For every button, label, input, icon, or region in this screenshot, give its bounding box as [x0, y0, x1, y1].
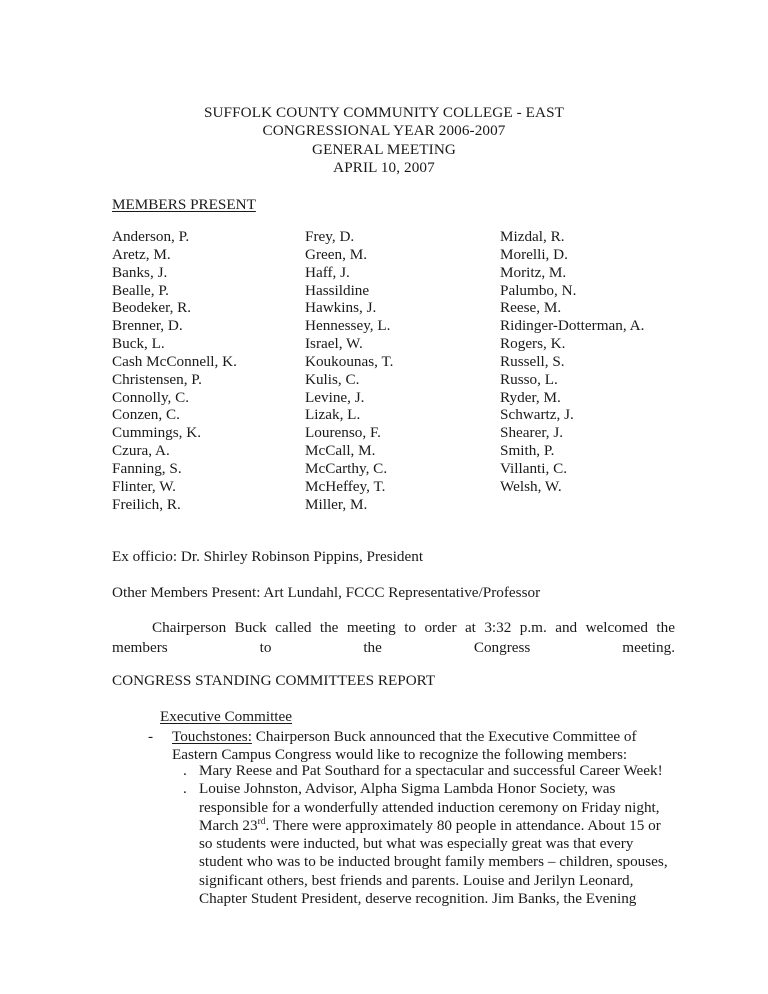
member-name: Schwartz, J.	[500, 406, 574, 424]
member-name: Morelli, D.	[500, 245, 568, 263]
member-name: Israel, W.	[305, 335, 363, 353]
title-line-2: CONGRESSIONAL YEAR 2006-2007	[262, 122, 506, 140]
member-name: Conzen, C.	[112, 406, 180, 424]
ex-officio-line: Ex officio: Dr. Shirley Robinson Pippins, President	[112, 548, 424, 565]
member-name: Villanti, C.	[500, 459, 568, 477]
member-name: Connolly, C.	[112, 388, 190, 406]
member-name: Banks, J.	[112, 263, 168, 281]
document-title-block	[0, 104, 768, 178]
member-name: Shearer, J.	[500, 424, 564, 442]
opening-paragraph: Chairperson Buck called the meeting to order at 3:32 p.m. and welcomed the members to the Congress meeting.	[112, 619, 675, 656]
member-name: Smith, P.	[500, 442, 555, 460]
members-column-1	[112, 228, 302, 514]
touchstones-sub-bullet-list	[183, 762, 678, 908]
member-name: McHeffey, T.	[305, 477, 386, 495]
member-name: Flinter, W.	[112, 477, 176, 495]
member-name: Russo, L.	[500, 370, 558, 388]
other-members-present-line: Other Members Present: Art Lundahl, FCCC Representative/Professor	[112, 584, 541, 601]
member-name: McCarthy, C.	[305, 459, 388, 477]
member-name: Palumbo, N.	[500, 281, 577, 299]
title-line-3: GENERAL MEETING	[312, 140, 456, 158]
member-name: Hawkins, J.	[305, 299, 377, 317]
touchstones-label: Touchstones:	[172, 728, 252, 745]
member-name: Beodeker, R.	[112, 299, 192, 317]
touchstones-bullet	[148, 728, 678, 765]
dot-bullet-marker: .	[183, 780, 187, 798]
sub-bullet-text-part1: Louise Johnston, Advisor, Alpha Sigma Lambda Honor Society, was responsible for a wonderfully attended induction ceremony on Friday night, March 23	[199, 780, 660, 834]
member-name: Hassildine	[305, 281, 370, 299]
touchstones-text	[172, 728, 678, 765]
member-name: Ryder, M.	[500, 388, 561, 406]
sub-bullet-text-part2: . There were approximately 80 people in attendance. About 15 or so students were inducted, but what was especially great was that every student who was to be inducted brought family members – children, spouses, significant others, best friends and parents. Louise and Jerilyn Leonard, Chapter Student President, deserve recognition. Jim Banks, the Evening	[199, 816, 668, 908]
member-name: Lizak, L.	[305, 406, 361, 424]
member-name: Freilich, R.	[112, 495, 181, 513]
member-name: Welsh, W.	[500, 477, 562, 495]
member-name: Buck, L.	[112, 335, 165, 353]
title-line-1: SUFFOLK COUNTY COMMUNITY COLLEGE - EAST	[203, 104, 565, 121]
member-name: Aretz, M.	[112, 245, 171, 263]
member-name: Rogers, K.	[500, 335, 566, 353]
member-name: Levine, J.	[305, 388, 365, 406]
member-name: Hennessey, L.	[305, 317, 391, 335]
congress-standing-committees-heading: CONGRESS STANDING COMMITTEES REPORT	[112, 672, 436, 689]
member-name: Czura, A.	[112, 442, 170, 460]
member-name: Cash McConnell, K.	[112, 352, 237, 370]
members-column-2	[305, 228, 495, 514]
member-name: Miller, M.	[305, 495, 368, 513]
member-name: Mizdal, R.	[500, 228, 565, 245]
sub-bullet-text: Mary Reese and Pat Southard for a spectacular and successful Career Week!	[199, 762, 663, 779]
member-name: Kulis, C.	[305, 370, 360, 388]
member-name: Reese, M.	[500, 299, 562, 317]
dot-bullet-marker: .	[183, 762, 187, 779]
member-name: Koukounas, T.	[305, 352, 394, 370]
member-name: Christensen, P.	[112, 370, 202, 388]
executive-committee-heading: Executive Committee	[160, 708, 293, 725]
member-name: Russell, S.	[500, 352, 565, 370]
member-name: McCall, M.	[305, 442, 376, 460]
members-present-heading: MEMBERS PRESENT	[112, 196, 256, 213]
member-name: Ridinger-Dotterman, A.	[500, 317, 645, 335]
member-name: Cummings, K.	[112, 424, 202, 442]
member-name: Bealle, P.	[112, 281, 169, 299]
dash-bullet-marker: -	[148, 728, 154, 745]
title-line-4: APRIL 10, 2007	[333, 159, 435, 177]
member-name: Brenner, D.	[112, 317, 183, 335]
touchstones-body: Chairperson Buck announced that the Executive Committee of Eastern Campus Congress would like to recognize the following members:	[172, 728, 637, 764]
member-name: Haff, J.	[305, 263, 350, 281]
member-name: Green, M.	[305, 245, 367, 263]
member-name: Frey, D.	[305, 228, 355, 245]
sub-bullet-item	[183, 780, 678, 908]
sub-bullet-item	[183, 762, 678, 780]
members-column-3	[500, 228, 730, 496]
member-name: Anderson, P.	[112, 228, 190, 245]
member-name: Moritz, M.	[500, 263, 567, 281]
member-name: Lourenso, F.	[305, 424, 381, 442]
member-name: Fanning, S.	[112, 459, 182, 477]
ordinal-superscript: rd	[257, 816, 266, 827]
